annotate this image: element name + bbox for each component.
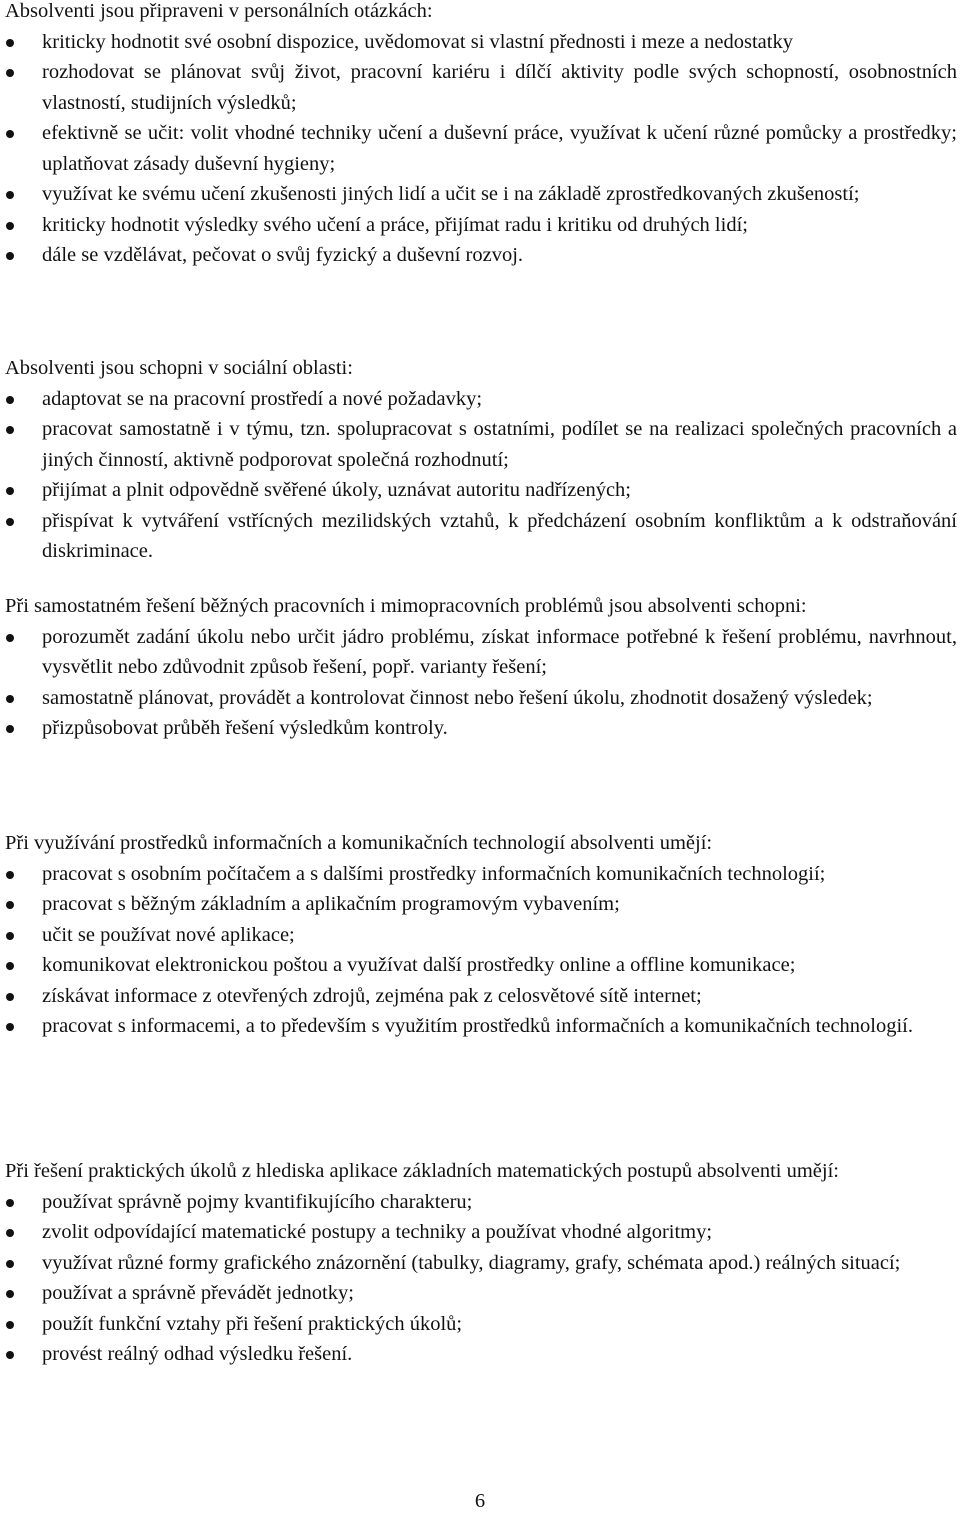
list-item	[5, 889, 957, 920]
list-item	[5, 683, 957, 714]
list-item	[5, 1011, 957, 1042]
list-item	[5, 57, 957, 118]
bullet-icon	[6, 1290, 14, 1298]
bullet-icon	[6, 871, 14, 879]
list-item-text: využívat různé formy grafického znázornění (tabulky, diagramy, grafy, schémata apod.) reálných situací;	[42, 1251, 901, 1274]
list-item-text: porozumět zadání úkolu nebo určit jádro problému, získat informace potřebné k řešení problému, navrhnout, vysvětlit nebo zdůvodnit způsob řešení, popř. varianty řešení;	[42, 625, 957, 678]
list-item	[5, 210, 957, 241]
list-item-text: přizpůsobovat průběh řešení výsledkům kontroly.	[42, 717, 448, 739]
section-intro: Při samostatném řešení běžných pracovních i mimopracovních problémů jsou absolventi schopni:	[5, 595, 807, 617]
list-item-text: pracovat s informacemi, a to především s využitím prostředků informačních a komunikačních technologií.	[42, 1015, 913, 1037]
list-item	[5, 1248, 957, 1279]
list-item	[5, 950, 957, 981]
bullet-icon	[6, 1229, 14, 1237]
list-item	[5, 1187, 957, 1218]
bullet-icon	[6, 1351, 14, 1359]
list-item	[5, 920, 957, 951]
list-item-text: využívat ke svému učení zkušenosti jiných lidí a učit se i na základě zprostředkovaných zkušeností;	[42, 183, 860, 205]
bullet-icon	[6, 191, 14, 199]
bullet-icon	[6, 932, 14, 940]
list-item	[5, 859, 957, 890]
list-item	[5, 506, 957, 567]
list-item-text: získávat informace z otevřených zdrojů, zejména pak z celosvětové sítě internet;	[42, 984, 702, 1007]
list-item	[5, 1217, 957, 1248]
bullet-icon	[6, 130, 14, 138]
list-item	[5, 981, 957, 1012]
section-intro: Absolventi jsou schopni v sociální oblasti:	[5, 357, 353, 379]
list-item	[5, 240, 957, 271]
list-item-text: kriticky hodnotit výsledky svého učení a práce, přijímat radu i kritiku od druhých lidí;	[42, 213, 748, 236]
list-item	[5, 384, 957, 415]
list-item-text: zvolit odpovídající matematické postupy a techniky a používat vhodné algoritmy;	[42, 1221, 713, 1243]
bullet-icon	[6, 518, 14, 526]
list-item-text: dále se vzdělávat, pečovat o svůj fyzický a duševní rozvoj.	[42, 244, 524, 266]
section-personal	[5, 0, 957, 271]
section-intro: Při využívání prostředků informačních a komunikačních technologií absolventi umějí:	[5, 832, 713, 854]
section-math	[5, 1156, 957, 1370]
list-item	[5, 1339, 957, 1370]
bullet-icon	[6, 725, 14, 733]
list-item	[5, 179, 957, 210]
bullet-icon	[6, 487, 14, 495]
bullet-icon	[6, 69, 14, 77]
bullet-list	[5, 384, 957, 567]
section-intro: Absolventi jsou připraveni v personálních otázkách:	[5, 0, 433, 22]
list-item-text: adaptovat se na pracovní prostředí a nové požadavky;	[42, 387, 483, 410]
bullet-icon	[6, 1260, 14, 1268]
list-item-text: pracovat s osobním počítačem a s dalšími prostředky informačních komunikačních technologií;	[42, 862, 826, 885]
bullet-list	[5, 859, 957, 1042]
section-ict	[5, 828, 957, 1042]
bullet-icon	[6, 222, 14, 230]
list-item-text: rozhodovat se plánovat svůj život, pracovní kariéru i dílčí aktivity podle svých schopností, osobnostních vlastností, studijních výsledků;	[42, 61, 957, 114]
list-item	[5, 1309, 957, 1340]
list-item-text: efektivně se učit: volit vhodné techniky učení a duševní práce, využívat k učení různé pomůcky a prostředky; uplatňovat zásady duševní hygieny;	[42, 122, 957, 175]
bullet-list	[5, 1187, 957, 1370]
list-item-text: kriticky hodnotit své osobní dispozice, uvědomovat si vlastní přednosti i meze a nedostatky	[42, 30, 793, 53]
bullet-icon	[6, 426, 14, 434]
list-item	[5, 414, 957, 475]
bullet-icon	[6, 39, 14, 47]
list-item-text: pracovat samostatně i v týmu, tzn. spolupracovat s ostatními, podílet se na realizaci společných pracovních a jiných činností, aktivně podporovat společná rozhodnutí;	[42, 418, 957, 471]
section-social	[5, 353, 957, 567]
list-item-text: pracovat s běžným základním a aplikačním programovým vybavením;	[42, 893, 620, 915]
bullet-list	[5, 622, 957, 744]
list-item	[5, 713, 957, 744]
bullet-icon	[6, 695, 14, 703]
section-problem-solving	[5, 591, 957, 744]
list-item	[5, 118, 957, 179]
bullet-icon	[6, 252, 14, 260]
bullet-list	[5, 27, 957, 271]
list-item	[5, 622, 957, 683]
list-item	[5, 1278, 957, 1309]
page-number: 6	[474, 1490, 486, 1512]
list-item	[5, 27, 957, 58]
list-item-text: použít funkční vztahy při řešení praktických úkolů;	[42, 1312, 463, 1335]
list-item-text: používat a správně převádět jednotky;	[42, 1282, 354, 1304]
list-item-text: samostatně plánovat, provádět a kontrolovat činnost nebo řešení úkolu, zhodnotit dosažený výsledek;	[42, 686, 873, 709]
list-item-text: používat správně pojmy kvantifikujícího charakteru;	[42, 1190, 473, 1213]
bullet-icon	[6, 962, 14, 970]
bullet-icon	[6, 1199, 14, 1207]
bullet-icon	[6, 1023, 14, 1031]
list-item-text: učit se používat nové aplikace;	[42, 923, 295, 946]
list-item-text: komunikovat elektronickou poštou a využívat další prostředky online a offline komunikace;	[42, 954, 796, 976]
bullet-icon	[6, 993, 14, 1001]
list-item-text: provést reálný odhad výsledku řešení.	[42, 1343, 353, 1365]
bullet-icon	[6, 396, 14, 404]
bullet-icon	[6, 901, 14, 909]
list-item	[5, 475, 957, 506]
list-item-text: přispívat k vytváření vstřícných mezilidských vztahů, k předcházení osobním konfliktům a k odstraňování diskriminace.	[42, 509, 957, 562]
section-intro: Při řešení praktických úkolů z hlediska aplikace základních matematických postupů absolventi umějí:	[5, 1160, 839, 1182]
bullet-icon	[6, 634, 14, 642]
bullet-icon	[6, 1321, 14, 1329]
list-item-text: přijímat a plnit odpovědně svěřené úkoly, uznávat autoritu nadřízených;	[42, 479, 631, 501]
